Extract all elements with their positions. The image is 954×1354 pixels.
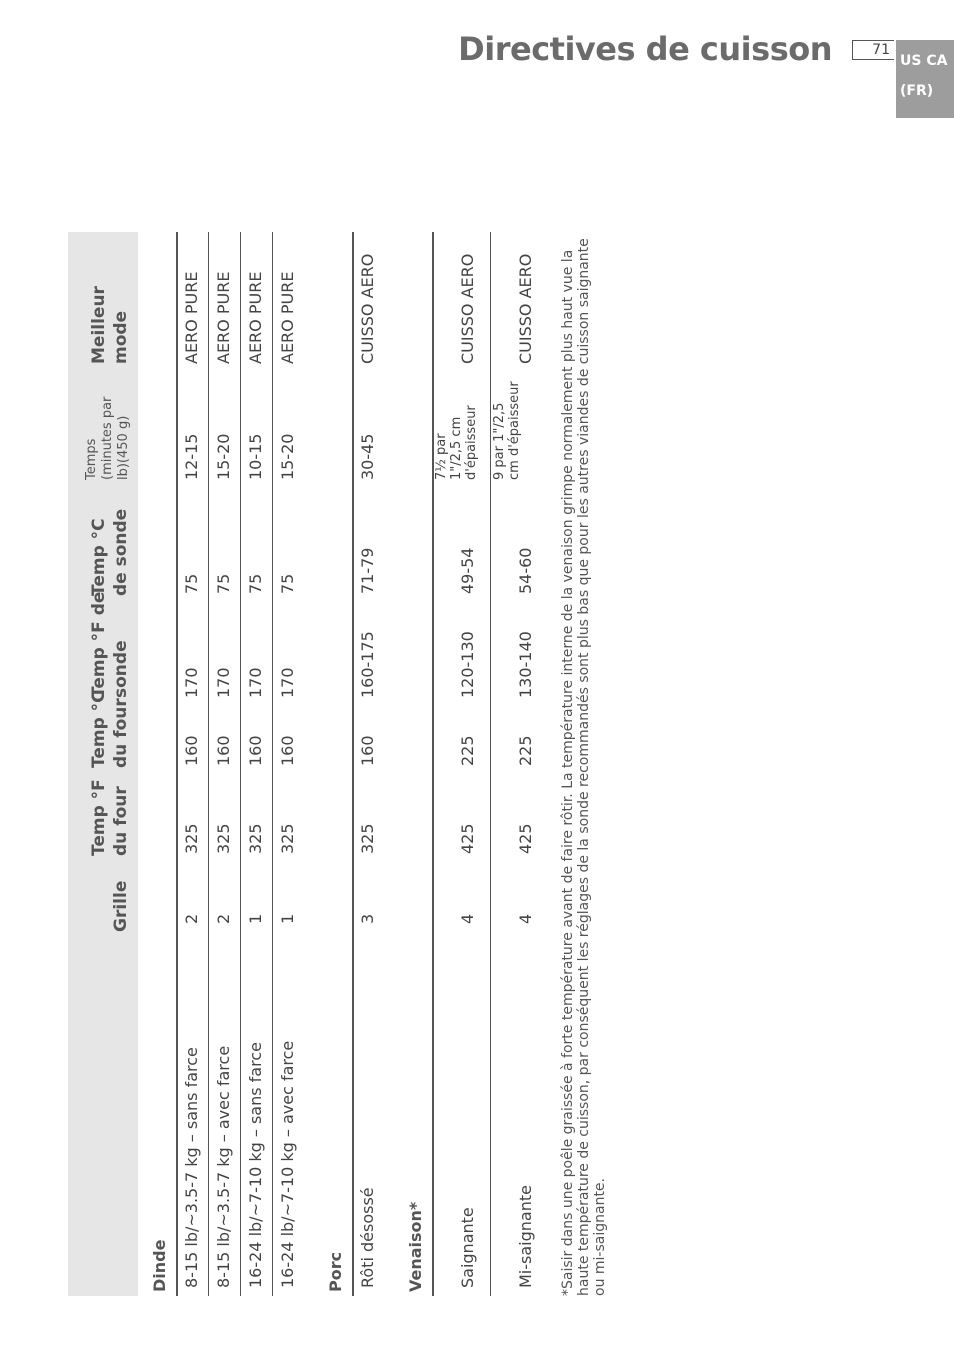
cell-mode: AERO PURE xyxy=(246,271,265,364)
cell-temp-f-sonde: 130-140 xyxy=(516,631,535,698)
cell-grille: 1 xyxy=(246,913,265,924)
cell-grille: 2 xyxy=(182,913,201,924)
cell-mode: CUISSO AERO xyxy=(516,253,535,364)
footnote: *Saisir dans une poêle graissée à forte température avant de faire rôtir. La température interne de la venaison grimpe normalement plus haut vue la haute température de cuisson, par conséquent les réglages de la sonde recommandés sont plus bas que pour les autres viandes de cuisson saignante ou mi-saignante. xyxy=(560,238,608,1296)
row-label: 8-15 lb/~3.5-7 kg – sans farce xyxy=(182,1047,201,1288)
col-temp-f-sonde-line2: sonde xyxy=(111,640,131,698)
col-temp-f-sonde-line1: Temp °F de xyxy=(89,591,109,698)
cell-temps: 10-15 xyxy=(246,433,265,480)
cell-mode: AERO PURE xyxy=(278,271,297,364)
cell-temp-c-four: 225 xyxy=(458,735,477,766)
cell-temp-c-four: 225 xyxy=(516,735,535,766)
cell-temp-c-sonde: 71-79 xyxy=(358,547,377,594)
section-rule xyxy=(352,232,354,1296)
col-temp-c-four-header xyxy=(88,690,132,768)
page-title: Directives de cuisson xyxy=(458,30,832,68)
row-rule xyxy=(208,232,209,1296)
cell-temp-f-four: 325 xyxy=(182,823,201,854)
cell-mode: AERO PURE xyxy=(182,271,201,364)
cell-temp-f-four: 425 xyxy=(458,823,477,854)
row-label: Mi-saignante xyxy=(516,1185,535,1288)
col-temps-line1: Temps xyxy=(84,438,99,480)
cell-temps-line: 9 par 1"/2,5 xyxy=(492,402,507,480)
col-temp-f-four-line2: du four xyxy=(111,786,131,856)
cell-temps-line: d'épaisseur xyxy=(464,405,479,480)
cell-temp-c-four: 160 xyxy=(214,735,233,766)
table-header xyxy=(68,232,138,1296)
cell-temp-f-sonde: 160-175 xyxy=(358,631,377,698)
cell-grille: 2 xyxy=(214,913,233,924)
col-temp-c-sonde-header xyxy=(88,509,132,596)
col-mode-header xyxy=(88,286,132,364)
cell-temp-f-four: 325 xyxy=(358,823,377,854)
cell-temps-line: cm d'épaisseur xyxy=(507,381,522,480)
cell-temps-line: 1"/2,5 cm xyxy=(449,416,464,480)
col-temp-c-sonde-line1: Temp °C xyxy=(89,518,109,596)
col-temp-f-sonde-header xyxy=(88,592,132,698)
col-temp-f-four-header xyxy=(88,779,132,856)
cell-temps: 30-45 xyxy=(358,433,377,480)
cell-mode: CUISSO AERO xyxy=(458,253,477,364)
cell-temps xyxy=(434,370,479,480)
row-label: 16-24 lb/~7-10 kg – sans farce xyxy=(246,1042,265,1288)
cell-mode: AERO PURE xyxy=(214,271,233,364)
cell-grille: 1 xyxy=(278,913,297,924)
cell-temp-c-four: 160 xyxy=(278,735,297,766)
cell-temp-f-sonde: 170 xyxy=(278,667,297,698)
row-label: 8-15 lb/~3.5-7 kg – avec farce xyxy=(214,1045,233,1288)
cell-temps-line: 7½ par xyxy=(434,433,449,480)
col-mode-line1: Meilleur xyxy=(89,286,109,364)
row-rule xyxy=(272,232,273,1296)
col-temps-header xyxy=(84,397,132,480)
col-grille-header: Grille xyxy=(111,880,131,932)
cell-temp-c-sonde: 75 xyxy=(278,573,297,594)
cell-temp-c-four: 160 xyxy=(358,735,377,766)
col-mode-line2: mode xyxy=(111,310,131,364)
cell-temps: 12-15 xyxy=(182,433,201,480)
cell-temp-f-sonde: 120-130 xyxy=(458,631,477,698)
cell-temp-f-four: 325 xyxy=(214,823,233,854)
cell-temps xyxy=(492,370,522,480)
row-label: Rôti désossé xyxy=(358,1187,377,1288)
cell-temp-c-four: 160 xyxy=(182,735,201,766)
page-number: 71 xyxy=(852,40,894,60)
col-temps-line2: (minutes par xyxy=(100,396,115,480)
cell-temp-f-sonde: 170 xyxy=(214,667,233,698)
cell-temp-f-four: 325 xyxy=(278,823,297,854)
cell-temp-f-sonde: 170 xyxy=(246,667,265,698)
section-title: Porc xyxy=(326,1251,345,1292)
col-temps-line3: lb)(450 g) xyxy=(116,415,131,480)
region-label-line1: US CA xyxy=(900,53,948,69)
cell-temp-f-sonde: 170 xyxy=(182,667,201,698)
cell-temp-c-sonde: 54-60 xyxy=(516,547,535,594)
col-temp-f-four-line1: Temp °F xyxy=(89,779,109,856)
region-label-line2: (FR) xyxy=(900,83,934,99)
cooking-guide-table xyxy=(68,232,628,1296)
section-rule xyxy=(176,232,178,1296)
cell-grille: 4 xyxy=(516,913,535,924)
row-rule xyxy=(490,232,491,1296)
col-temp-c-sonde-line2: de sonde xyxy=(111,508,131,596)
region-tab xyxy=(896,40,954,118)
cell-temp-c-sonde: 75 xyxy=(182,573,201,594)
cell-temp-f-four: 425 xyxy=(516,823,535,854)
cell-temp-c-sonde: 75 xyxy=(214,573,233,594)
row-rule xyxy=(240,232,241,1296)
col-temp-c-four-line1: Temp °C xyxy=(89,690,109,768)
cell-temps: 15-20 xyxy=(214,433,233,480)
cell-temp-f-four: 325 xyxy=(246,823,265,854)
cell-grille: 4 xyxy=(458,913,477,924)
row-label: Saignante xyxy=(458,1207,477,1288)
row-label: 16-24 lb/~7-10 kg – avec farce xyxy=(278,1040,297,1288)
cell-temp-c-sonde: 49-54 xyxy=(458,547,477,594)
cell-temp-c-four: 160 xyxy=(246,735,265,766)
cell-mode: CUISSO AERO xyxy=(358,253,377,364)
col-temp-c-four-line2: du four xyxy=(111,698,131,768)
cell-temp-c-sonde: 75 xyxy=(246,573,265,594)
cell-grille: 3 xyxy=(358,913,377,924)
section-title: Dinde xyxy=(150,1239,169,1292)
section-title: Venaison* xyxy=(406,1201,425,1292)
cell-temps: 15-20 xyxy=(278,433,297,480)
